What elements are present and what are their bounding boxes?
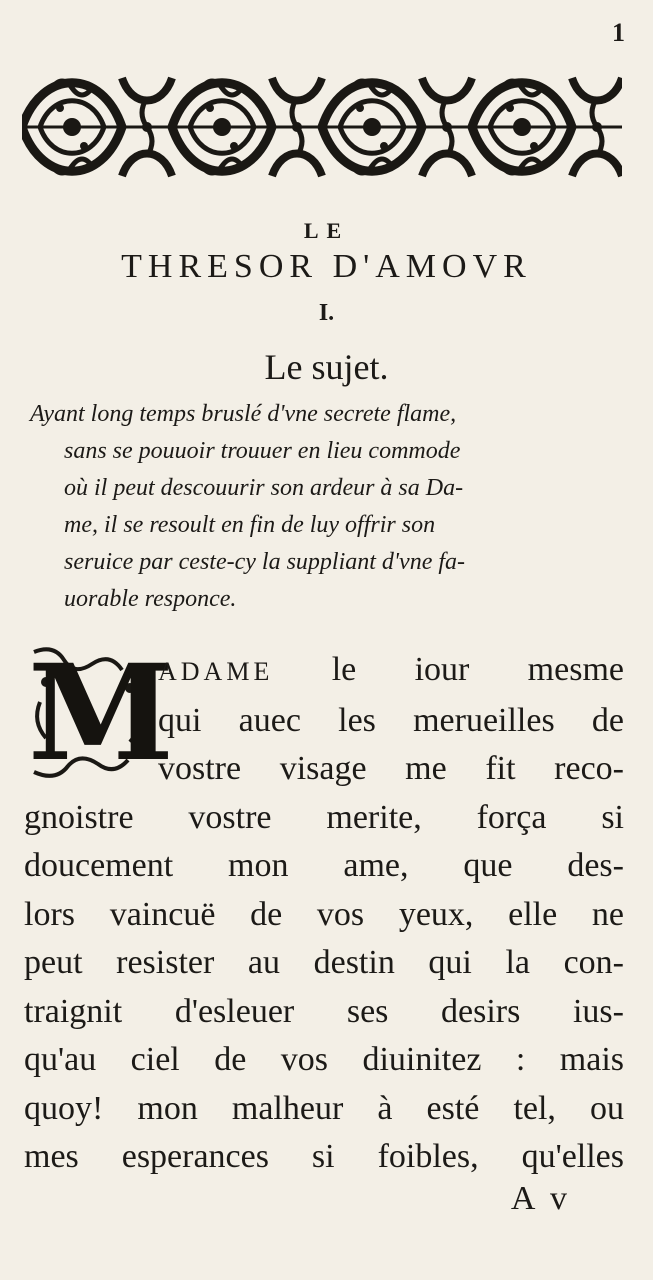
heading-le: LE [303,218,350,243]
ornament-band [22,58,622,196]
body-line: vostre visage me fit reco- [158,750,624,787]
book-title: THRESOR D'AMOVR [121,248,532,285]
first-word: ADAME [158,657,274,686]
body-line: peut resister au destin qui la con- [24,944,624,981]
summary-line: me, il se resoult en fin de luy offrir son [64,512,436,538]
summary-paragraph [30,396,630,618]
chapter-number: I. [318,300,335,326]
dropcap-letter: M [28,636,175,791]
catchword: A v [510,1180,571,1217]
body-line: quoy! mon malheur à esté tel, ou [24,1089,624,1127]
body-line: qui auec les merueilles de [158,701,624,739]
page-number: 1 [612,18,625,47]
body-line: qu'au ciel de vos diuinitez : mais [24,1041,624,1078]
summary-line: seruice par ceste-cy la suppliant d'vne fa- [64,549,466,575]
body-line: doucement mon ame, que des- [24,847,624,884]
body-line: mes esperances si foibles, qu'elles [24,1138,624,1175]
body-line: lors vaincuë de vos yeux, elle ne [24,895,624,933]
summary-line: où il peut descouurir son ardeur à sa Da- [64,475,464,501]
body-line-rest: le iour mesme [331,651,624,688]
summary-line: Ayant long temps bruslé d'vne secrete flame, [30,401,457,427]
summary-line: uorable responce. [64,586,237,612]
body-paragraph [24,636,624,1182]
body-line: traignit d'esleuer ses desirs ius- [24,992,624,1030]
body-line: gnoistre vostre merite, força si [24,798,624,836]
summary-line: sans se pouuoir trouuer en lieu commode [64,438,461,464]
subject-heading: Le sujet. [264,347,389,387]
body-line [24,646,624,697]
